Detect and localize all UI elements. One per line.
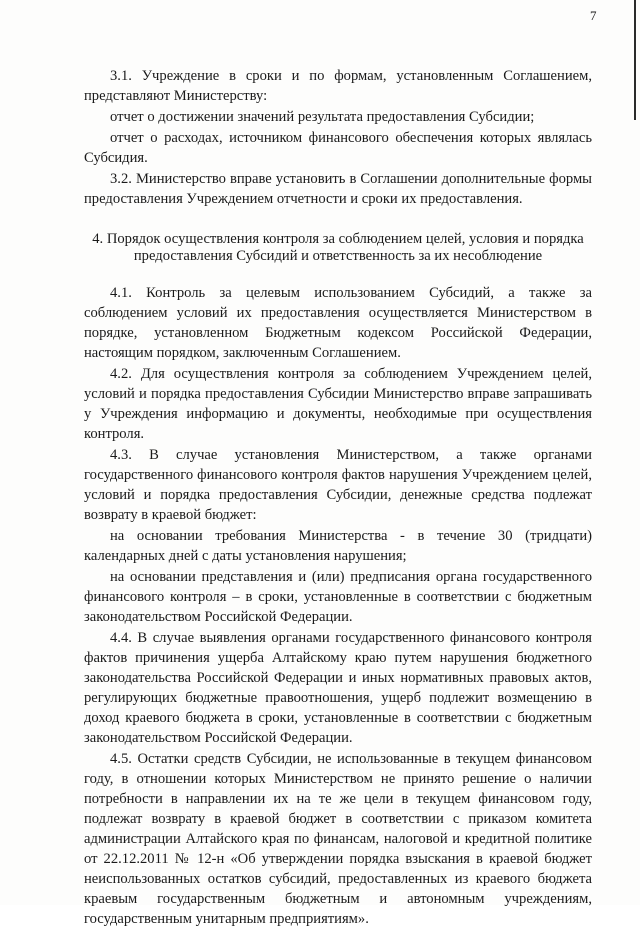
paragraph-report-result: отчет о достижении значений результата предоставления Субсидии;	[110, 109, 535, 125]
paragraph-4-2: 4.2. Для осуществления контроля за соблюдением Учреждением целей, условий и порядка предоставления Субсидии Министерство вправе запрашивать у Учреждения информацию и документы, необходимые при осуществления контроля.	[84, 366, 592, 442]
section-title-4: 4. Порядок осуществления контроля за соблюдением целей, условия и порядка предоставления Субсидий и ответственность за их несоблюдение	[92, 231, 584, 264]
paragraph-4-3: 4.3. В случае установления Министерством, а также органами государственного финансового контроля фактов нарушения Учреждением целей, условий и порядка предоставления Субсидии, денежные средства подлежат возврату в краевой бюджет:	[84, 447, 592, 523]
paragraph-4-4: 4.4. В случае выявления органами государственного финансового контроля фактов причинения ущерба Алтайскому краю путем нарушения бюджетного законодательства Российской Федерации и иных нормативных правовых актов, регулирующих бюджетные правоотношения, ущерб подлежит возмещению в доход краевого бюджета в сроки, установленные в соответствии с бюджетным законодательством Российской Федерации.	[84, 630, 592, 746]
page-number: 7	[590, 8, 597, 23]
paragraph-report-expenses: отчет о расходах, источником финансового обеспечения которых являлась Субсидия.	[84, 130, 592, 166]
paragraph-3-2: 3.2. Министерство вправе установить в Соглашении дополнительные формы предоставления Учреждением отчетности и сроки их предоставления.	[84, 171, 592, 207]
paragraph-4-3-requirement: на основании требования Министерства - в течение 30 (тридцати) календарных дней с даты установления нарушения;	[84, 528, 592, 564]
document-body	[84, 66, 592, 930]
scan-edge-line	[634, 0, 636, 120]
paragraph-3-1: 3.1. Учреждение в сроки и по формам, установленным Соглашением, представляют Министерству:	[84, 68, 592, 104]
paragraph-4-3-submission: на основании представления и (или) предписания органа государственного финансового контроля – в сроки, установленные в соответствии с бюджетным законодательством Российской Федерации.	[84, 569, 592, 625]
paragraph-4-5: 4.5. Остатки средств Субсидии, не использованные в текущем финансовом году, в отношении которых Министерством не принято решение о наличии потребности в направлении их на те же цели в текущем финансовом году, подлежат возврату в краевой бюджет в соответствии с приказом комитета администрации Алтайского края по финансам, налоговой и кредитной политике от 22.12.2011 № 12-н «Об утверждении порядка взыскания в краевой бюджет неиспользованных остатков субсидий, предоставленных из краевого бюджета краевым государственным бюджетным и автономным учреждениям, государственным унитарным предприятиям».	[84, 751, 592, 927]
paragraph-4-1: 4.1. Контроль за целевым использованием Субсидий, а также за соблюдением условий их предоставления осуществляется Министерством в порядке, установленном Бюджетным кодексом Российской Федерации, настоящим порядком, заключенным Соглашением.	[84, 285, 592, 361]
